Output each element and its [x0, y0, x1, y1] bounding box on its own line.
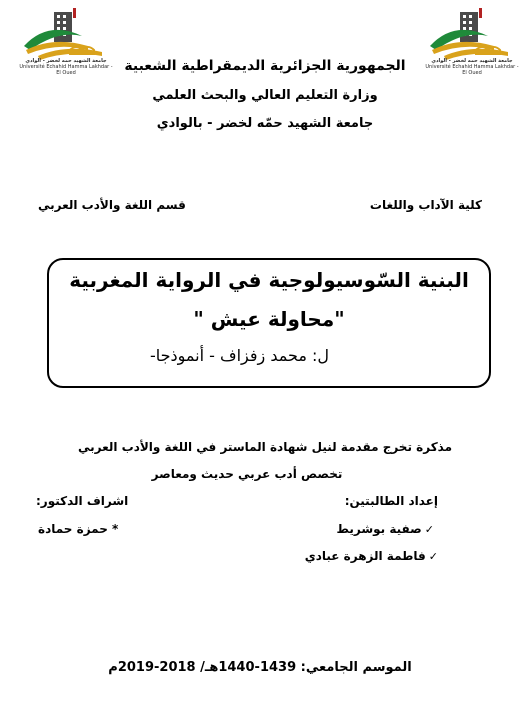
- check-icon: ✓: [428, 550, 438, 563]
- logo-arabic-name: جامعة الشهيد حمه لخضر - الوادي: [431, 58, 513, 64]
- thesis-title: البنية السّوسيولوجية في الرواية المغربية: [69, 268, 469, 292]
- republic-name: الجمهورية الجزائرية الديمقراطية الشعبية: [124, 58, 406, 74]
- logo-caption: Université Echahid Hamma Lakhdar - El Oued: [19, 64, 113, 76]
- supervisor-name: * حمزة حمادة: [38, 522, 119, 536]
- student-item: [337, 522, 434, 536]
- university-name: جامعة الشهيد حمّه لخضر - بالوادي: [156, 116, 374, 131]
- department-name: قسم اللغة والأدب العربي: [38, 198, 186, 212]
- thesis-author: ل: محمد زفزاف - أنموذجا-: [150, 346, 329, 365]
- logo-caption: Université Echahid Hamma Lakhdar - El Oued: [425, 64, 519, 76]
- thesis-novel-name: "محاولة عيش ": [193, 307, 345, 331]
- title-box: [47, 258, 491, 388]
- memo-description: مذكرة تخرج مقدمة لنيل شهادة الماستر في اللغة والأدب العربي: [77, 440, 453, 454]
- specialty: تخصص أدب عربي حديث ومعاصر: [151, 467, 343, 481]
- student-item: [305, 549, 438, 563]
- faculty-name: كلية الآداب واللغات: [369, 198, 482, 212]
- university-crest-icon: [424, 6, 520, 64]
- university-crest-icon: [18, 6, 114, 64]
- logo-arabic-name: جامعة الشهيد حمه لخضر - الوادي: [25, 58, 107, 64]
- student-name: فاطمة الزهرة عبادي: [304, 549, 426, 563]
- supervisor-label: اشراف الدكتور:: [36, 494, 129, 508]
- academic-season: الموسم الجامعي: 1439-1440هـ/ 2018-2019م: [108, 660, 412, 675]
- ministry-name: وزارة التعليم العالي والبحث العلمي: [152, 88, 378, 103]
- students-label: إعداد الطالبتين:: [344, 494, 438, 508]
- check-icon: ✓: [424, 523, 434, 536]
- student-name: صفية بوشريط: [336, 522, 422, 536]
